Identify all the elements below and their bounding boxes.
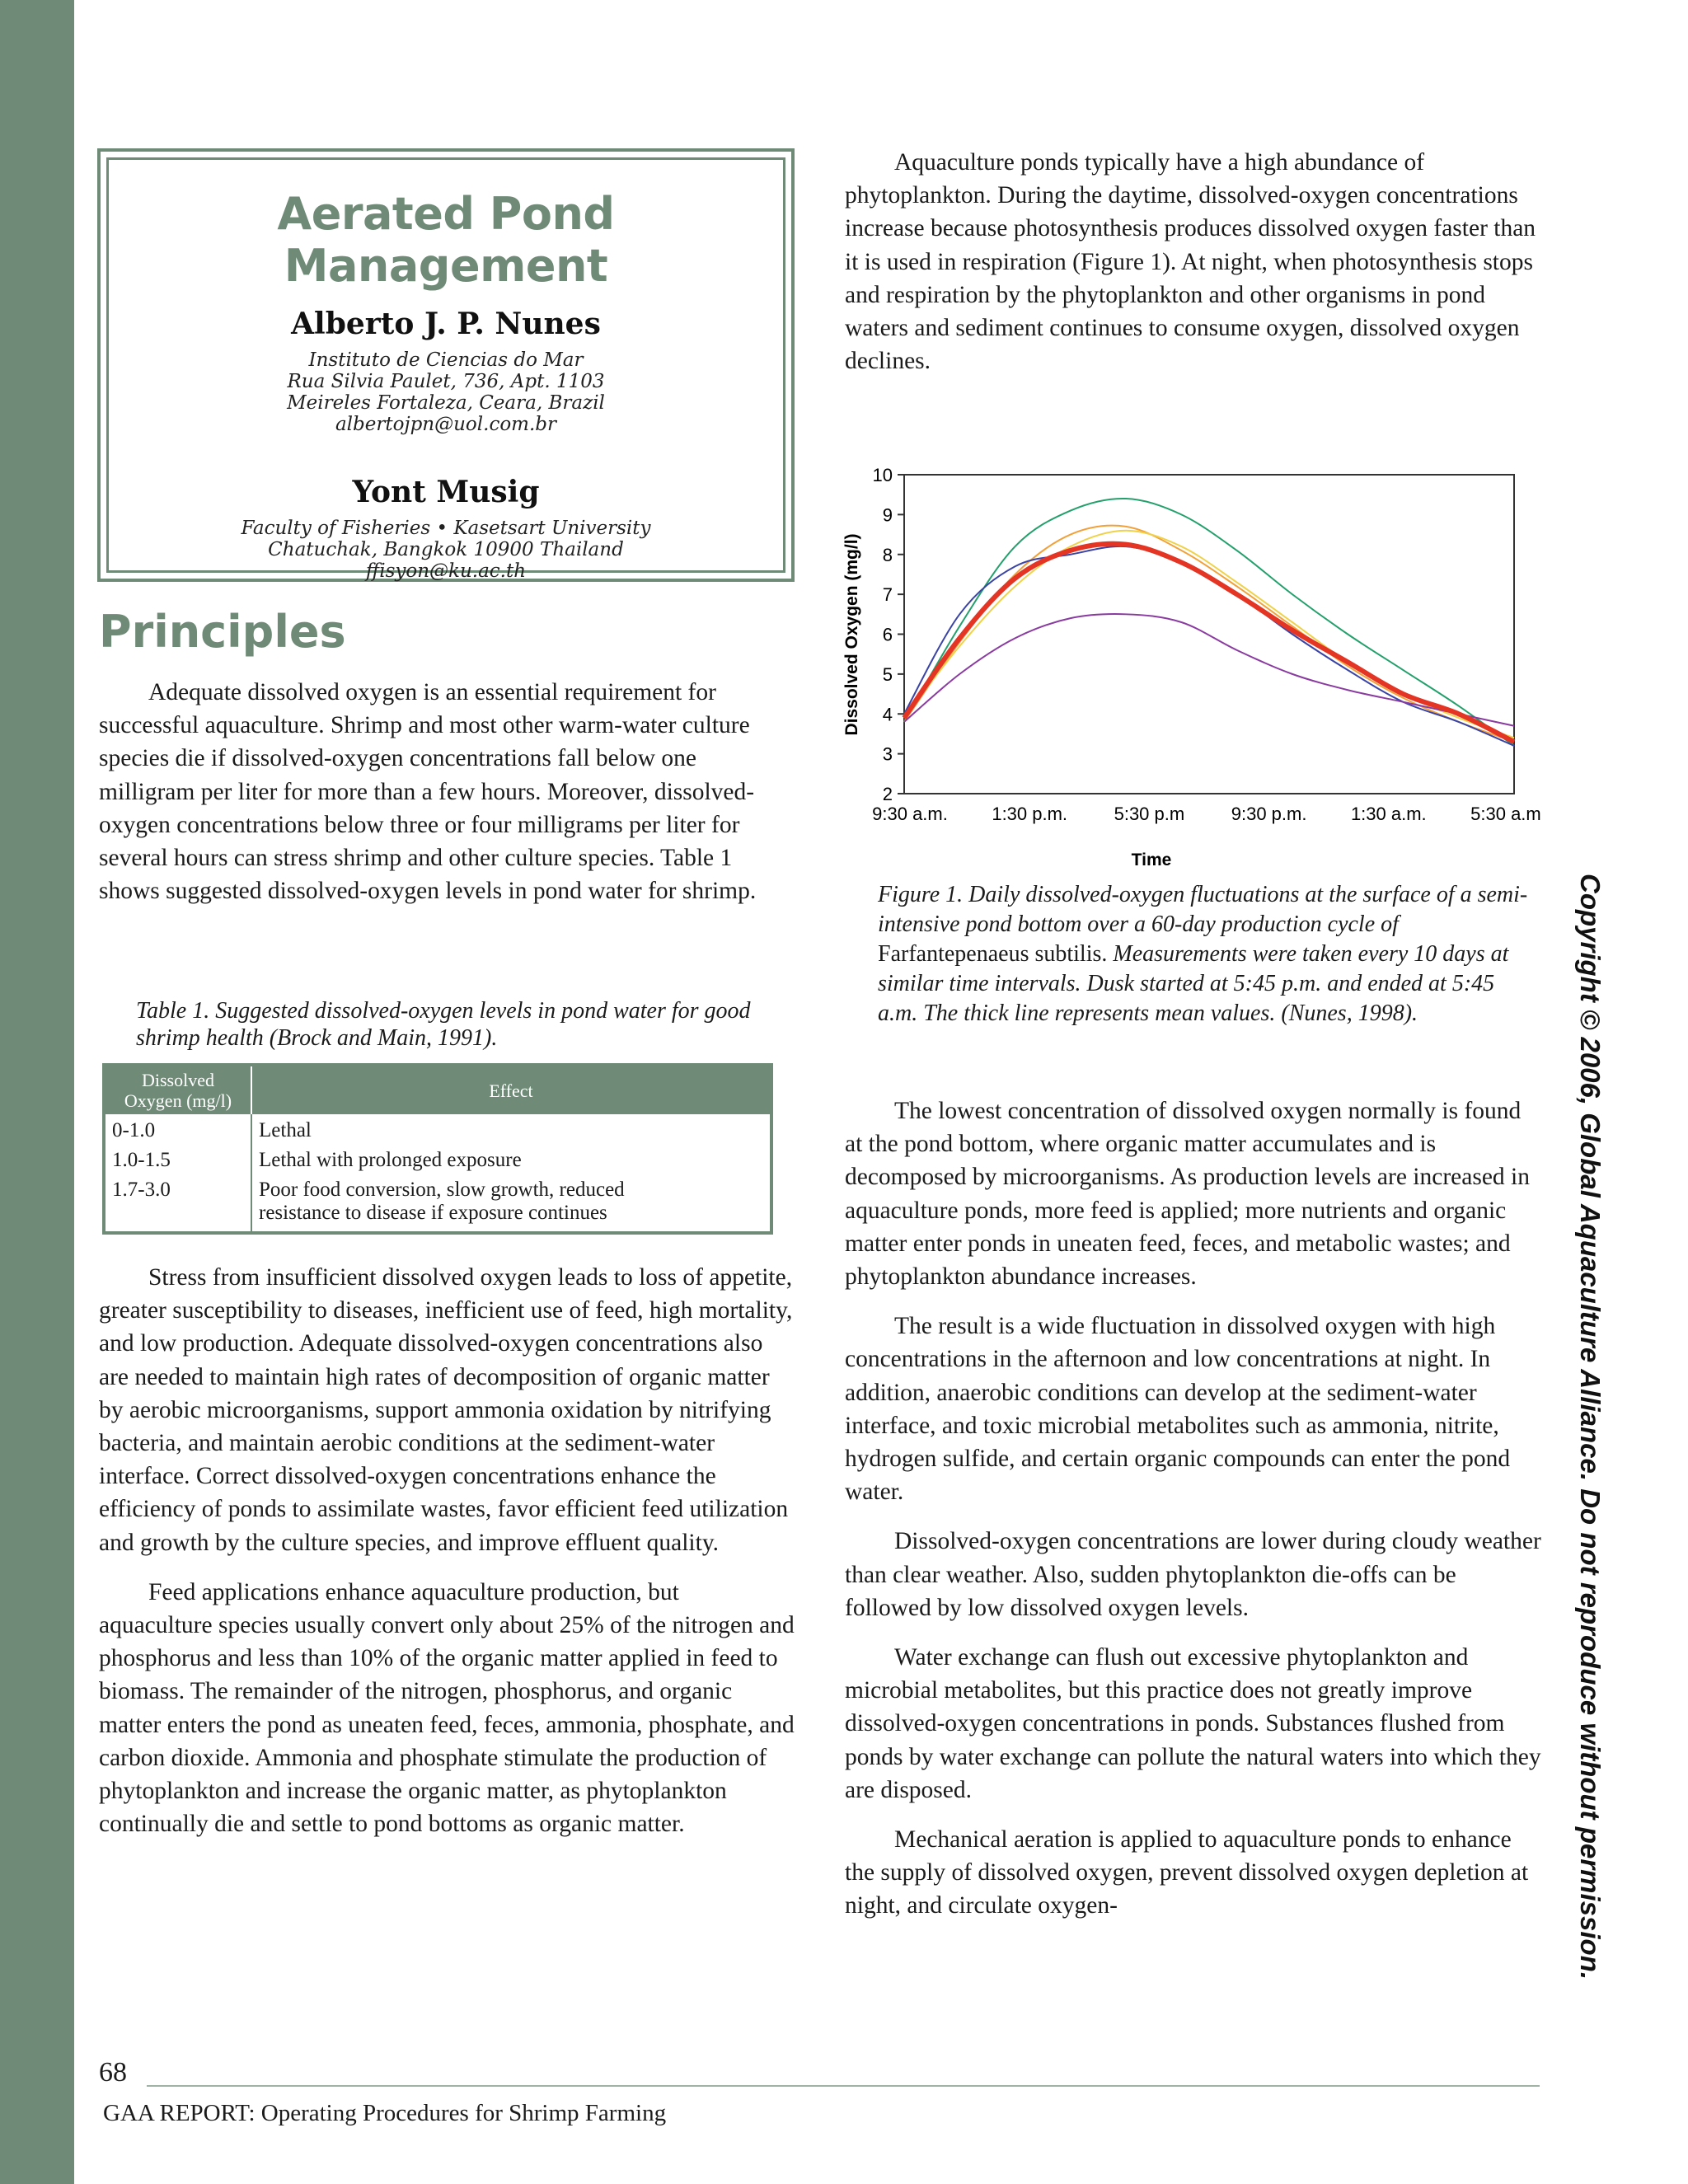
section-heading-principles: Principles [99,606,346,658]
y-tick-label: 7 [882,584,893,606]
y-tick-label: 6 [882,624,893,645]
header-oxygen-line2: Oxygen (mg/l) [124,1090,232,1111]
table-cell-effect [251,1175,771,1233]
x-tick-label: 9:30 a.m. [872,804,948,824]
article-title: Aerated Pond Management [277,188,615,292]
y-tick-label: 2 [882,784,893,804]
author-1-email: albertojpn@uol.com.br [335,414,557,435]
title-box [97,148,795,582]
body-paragraph: Stress from insufficient dissolved oxygen leads to loss of appetite, greater susceptibility to diseases, inefficient use of feed, high mortality, and low production. Adequate dissolved-oxygen concentrations also are needed to maintain high rates of decomposition of organic matter by aerobic microorganisms, support ammonia oxidation by nitrifying bacteria, and maintain aerobic conditions at the sediment-water interface. Correct dissolved-oxygen concentrations enhance the efficiency of ponds to assimilate wastes, favor efficient feed utilization and growth by the culture species, and improve effluent quality. [99,1264,793,1556]
table-cell-oxygen: 1.7-3.0 [104,1175,251,1233]
x-tick-label: 9:30 p.m. [1231,804,1307,824]
page-number: 68 [99,2057,127,2088]
author-2-block [109,475,783,582]
table-header-effect: Effect [251,1065,771,1114]
author-1-address: Rua Silvia Paulet, 736, Apt. 1103 [287,371,605,392]
body-paragraph: Adequate dissolved oxygen is an essential requirement for successful aquaculture. Shrimp and most other warm-water culture species die if dissolved-oxygen concentrations fall below one milligram per liter for more than a few hours. Moreover, dissolved-oxygen concentrations below three or four milligrams per liter for several hours can stress shrimp and other culture species. Table 1 shows suggested dissolved-oxygen levels in pond water for shrimp. [99,679,757,905]
body-paragraph: The result is a wide fluctuation in dissolved oxygen with high concentrations in the afternoon and low concentrations at night. In addition, anaerobic conditions can develop at the sediment-water interface, and toxic microbial metabolites such as ammonia, nitrite, hydrogen sulfide, and certain organic compounds can enter the pond water. [845,1313,1511,1506]
copyright-text: Copyright © 2006, Global Aquaculture Alliance. Do not reproduce without permission. [1575,874,1606,1980]
y-tick-label: 5 [882,663,893,685]
x-tick-label: 5:30 a.m. [1470,804,1541,824]
dissolved-oxygen-table [102,1063,773,1235]
author-1-name: Alberto J. P. Nunes [291,307,601,341]
copyright-notice [1575,874,1630,2011]
figure-1-chart [841,462,1541,882]
title-box-inner [106,157,785,582]
author-2-city: Chatuchak, Bangkok 10900 Thailand [268,539,624,560]
figure-caption-species: Farfantepenaeus subtilis. [878,941,1108,967]
effect-line-1: Poor food conversion, slow growth, reduced [259,1179,625,1201]
x-tick-label: 1:30 a.m. [1350,804,1427,824]
series-lines [904,499,1514,746]
plot-area-frame [904,475,1514,794]
x-axis-label: Time [1131,851,1172,869]
y-tick-label: 3 [882,743,893,765]
author-1-city: Meireles Fortaleza, Ceara, Brazil [287,392,605,414]
effect-line-2: resistance to disease if exposure continues [259,1202,607,1224]
mean-series-line [904,544,1514,742]
left-margin-bar [0,0,74,2184]
author-2-email: ffisyon@ku.ac.th [365,560,527,582]
table-header-row [104,1065,771,1114]
left-column-top [99,676,795,907]
x-tick-label: 5:30 p.m [1114,804,1185,824]
body-paragraph: Dissolved-oxygen concentrations are lower during cloudy weather than clear weather. Also, sudden phytoplankton die-offs can be followed by low dissolved oxygen levels. [845,1528,1541,1621]
y-tick-label: 8 [882,544,893,565]
y-tick-label: 10 [872,465,893,485]
author-2-name: Yont Musig [352,475,540,509]
figure-caption-part1: Figure 1. Daily dissolved-oxygen fluctuations at the surface of a semi-intensive pond bottom over a 60-day production cycle of [878,882,1528,937]
body-paragraph: Aquaculture ponds typically have a high abundance of phytoplankton. During the daytime, dissolved-oxygen concentrations increase because photosynthesis produces dissolved oxygen faster than it is used in respiration (Figure 1). At night, when photosynthesis stops and respiration by the phytoplankton and other organisms in pond waters and sediment continues to consume oxygen, dissolved oxygen declines. [845,149,1536,375]
chart-svg [841,462,1541,882]
table-row [104,1146,771,1175]
header-oxygen-line1: Dissolved [142,1070,214,1090]
author-1-affiliation: Instituto de Ciencias do Mar [308,349,584,371]
x-axis-ticks [872,804,1541,824]
right-column-top [845,146,1541,377]
table-header-oxygen [104,1065,251,1114]
table-cell-oxygen: 1.0-1.5 [104,1146,251,1175]
table-cell-effect: Lethal [259,1119,312,1141]
x-tick-label: 1:30 p.m. [992,804,1068,824]
body-paragraph: The lowest concentration of dissolved oxygen normally is found at the pond bottom, where organic matter accumulates and is decomposed by microorganisms. As production levels are increased in aquaculture ponds, more feed is applied; more nutrients and organic matter enter ponds in uneaten feed, feces, and metabolic wastes; and phytoplankton abundance increases. [845,1098,1530,1291]
footer-divider [147,2085,1540,2087]
y-tick-label: 9 [882,504,893,526]
body-paragraph: Feed applications enhance aquaculture production, but aquaculture species usually convert only about 25% of the nitrogen and phosphorus and less than 10% of the organic matter applied in feed to biomass. The remainder of the nitrogen, phosphorus, and organic matter enters the pond as uneaten feed, feces, ammonia, phosphate, and carbon dioxide. Ammonia and phosphate stimulate the production of phytoplankton and increase the organic matter, as phytoplankton continually die and settle to pond bottoms as organic matter. [99,1578,795,1838]
y-tick-label: 4 [882,704,893,725]
table-row [104,1114,771,1146]
figure-caption [878,880,1537,1029]
author-2-affiliation: Faculty of Fisheries • Kasetsart University [241,518,651,539]
right-column-bottom [845,1094,1541,1923]
y-axis-ticks [873,465,904,804]
body-paragraph: Mechanical aeration is applied to aquaculture ponds to enhance the supply of dissolved oxygen, prevent dissolved oxygen depletion at night, and circulate oxygen- [845,1826,1529,1919]
figure-caption-part2: Measurements were taken every 10 days at similar time intervals. Dusk started at 5:45 p.m. and ended at 5:45 a.m. The thick line represents mean values. (Nunes, 1998). [878,941,1509,1026]
table-caption: Table 1. Suggested dissolved-oxygen levels in pond water for good shrimp health (Brock and Main, 1991). [136,998,751,1051]
footer-publication-title: GAA REPORT: Operating Procedures for Shrimp Farming [103,2100,667,2126]
table-row [104,1175,771,1233]
y-axis-label: Dissolved Oxygen (mg/l) [842,533,861,736]
body-paragraph: Water exchange can flush out excessive phytoplankton and microbial metabolites, but this practice does not greatly improve dissolved-oxygen concentrations in ponds. Substances flushed from ponds by water exchange can pollute the natural waters into which they are disposed. [845,1644,1541,1803]
table-cell-oxygen: 0-1.0 [104,1114,251,1146]
table-cell-effect: Lethal with prolonged exposure [259,1149,522,1171]
left-column-bottom [99,1261,795,1840]
